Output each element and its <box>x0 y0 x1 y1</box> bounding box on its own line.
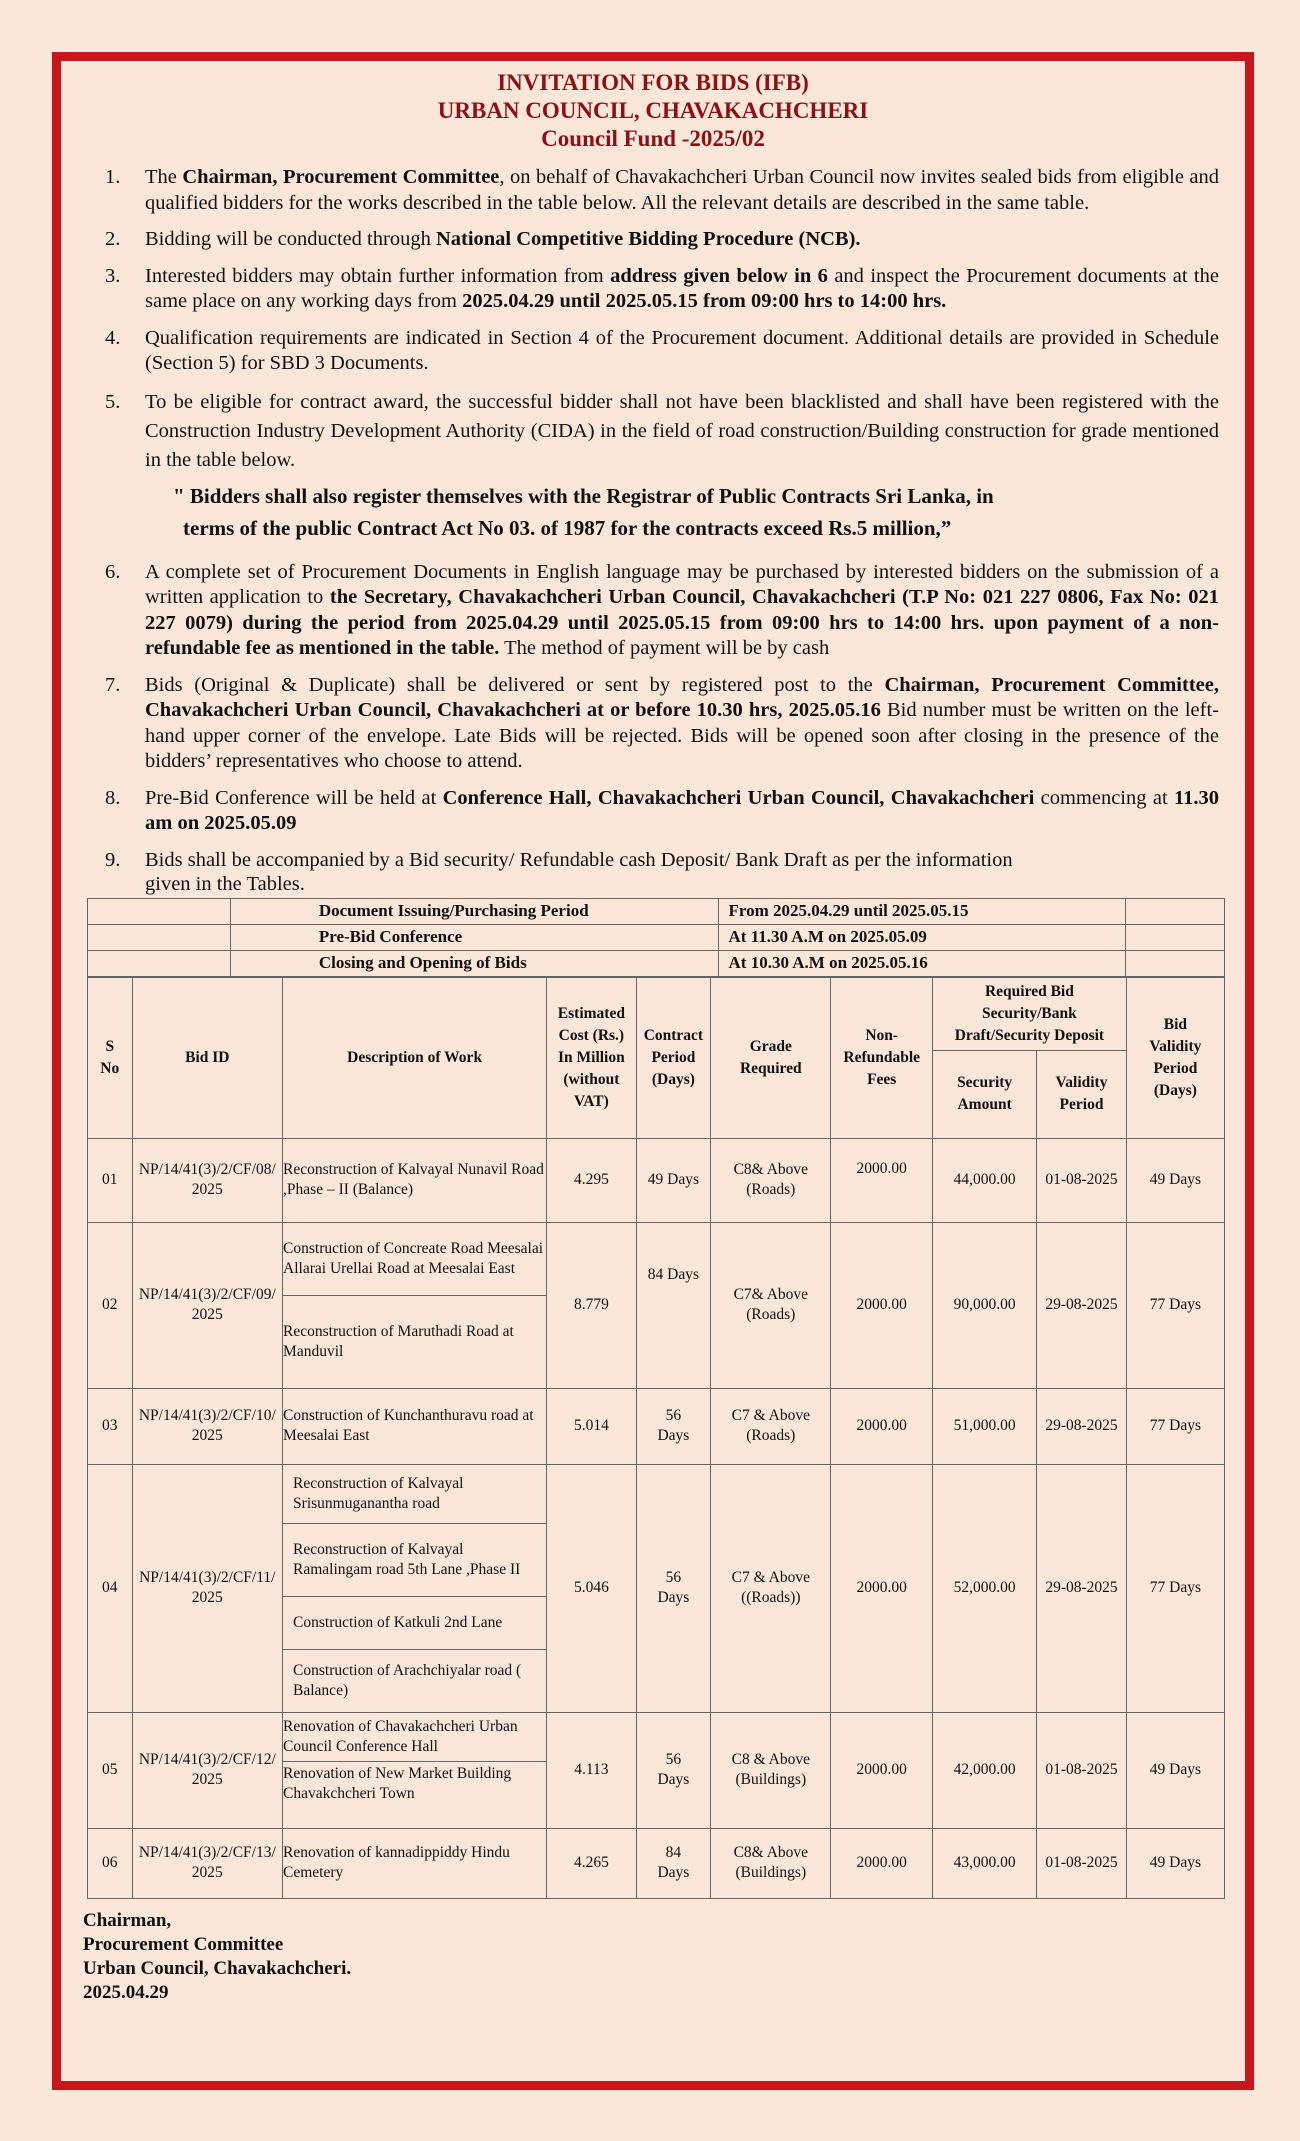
paragraph-number: 9. <box>105 848 121 871</box>
schedule-value: At 11.30 A.M on 2025.05.09 <box>718 924 1126 950</box>
cell-bid-id: NP/14/41(3)/2/CF/08/ 2025 <box>132 1138 282 1222</box>
paragraph-number: 5. <box>105 390 121 413</box>
blank-cell <box>1126 950 1225 976</box>
text-run-bold: Chairman, Procurement Committee <box>182 166 500 188</box>
paragraph-number: 1. <box>105 166 121 188</box>
work-item: Construction of Arachchiyalar road ( Balance) <box>293 1661 522 1699</box>
work-item: Reconstruction of Maruthadi Road at Manduvil <box>283 1322 514 1360</box>
work-item: Reconstruction of Kalvayal Srisunmuganantha road <box>283 1465 546 1524</box>
cell-validity: 01-08-2025 <box>1037 1712 1127 1828</box>
text-run: A complete set of Procurement Documents in English language may be purchased by interested bidders on the submission of a written application to <box>145 560 1219 608</box>
schedule-row <box>88 898 1225 924</box>
cell-bid-validity: 49 Days <box>1126 1828 1224 1898</box>
cell-fees: 2000.00 <box>831 1464 933 1712</box>
cell-period: 84 Days <box>636 1222 711 1388</box>
work-item: Reconstruction of Kalvayal Ramalingam road 5th Lane ,Phase II <box>283 1524 546 1597</box>
paragraph-6 <box>105 560 1219 662</box>
text-run: Bidding will be conducted through <box>145 228 436 250</box>
text-run: Pre-Bid Conference will be held at <box>145 786 443 809</box>
text-run: , on behalf of Chavakachcheri Urban Council now invites sealed bids from eligible and qualified bidders for the works described in the table below. All the relevant details are described in the same table. <box>145 166 1219 214</box>
cell-bid-id: NP/14/41(3)/2/CF/12/ 2025 <box>132 1712 282 1828</box>
cell-validity: 01-08-2025 <box>1037 1828 1127 1898</box>
cell-bid-id: NP/14/41(3)/2/CF/10/ 2025 <box>132 1388 282 1464</box>
paragraph-text: To be eligible for contract award, the successful bidder shall not have been blacklisted and shall have been registered with the Construction Industry Development Authority (CIDA) in the field of road construction/Building construction for grade mentioned in the table below. <box>145 390 1219 471</box>
schedule-row <box>88 950 1225 976</box>
table-row <box>88 1138 1225 1222</box>
cell-bid-validity: 49 Days <box>1126 1712 1224 1828</box>
header-period: Contract Period (Days) <box>636 977 711 1138</box>
cell-sno: 02 <box>88 1222 133 1388</box>
blank-cell <box>88 924 231 950</box>
header-security-amount: Security Amount <box>933 1050 1037 1138</box>
cell-grade: C7 & Above (Roads) <box>711 1388 831 1464</box>
header-grade: Grade Required <box>711 977 831 1138</box>
schedule-label: Pre-Bid Conference <box>230 924 718 950</box>
registration-quote <box>173 480 1219 544</box>
signature-block <box>83 1909 1245 2005</box>
work-item: Renovation of Chavakachcheri Urban Council Conference Hall <box>283 1713 546 1762</box>
table-row <box>88 1388 1225 1464</box>
cell-period: 49 Days <box>636 1138 711 1222</box>
cell-security: 44,000.00 <box>933 1138 1037 1222</box>
table-row <box>88 1464 1225 1712</box>
header-description: Description of Work <box>283 977 547 1138</box>
notice-paragraphs <box>105 165 1219 896</box>
work-item: Renovation of kannadippiddy Hindu Cemetery <box>283 1844 510 1881</box>
work-item: Construction of Concreate Road Meesalai Allarai Urellai Road at Meesalai East <box>283 1223 546 1296</box>
cell-description <box>283 1138 547 1222</box>
paragraph-text <box>145 165 1219 216</box>
paragraph-text <box>145 786 1219 837</box>
paragraph-1 <box>105 165 1219 216</box>
paragraph-text <box>145 227 1219 253</box>
cell-security: 52,000.00 <box>933 1464 1037 1712</box>
text-run: Interested bidders may obtain further information from <box>145 264 611 287</box>
cell-fees: 2000.00 <box>831 1222 933 1388</box>
cell-fees: 2000.00 <box>831 1138 933 1222</box>
cell-description <box>283 1222 547 1388</box>
signature-line: Chairman, <box>83 1909 172 1931</box>
paragraph-text <box>145 673 1219 775</box>
paragraph-8 <box>105 786 1219 837</box>
quote-line: " Bidders shall also register themselves with the Registrar of Public Contracts Sri Lanka, in <box>173 483 994 508</box>
header-title: INVITATION FOR BIDS (IFB) <box>497 70 809 95</box>
table-header-row <box>88 977 1225 1050</box>
signature-line: Urban Council, Chavakachcheri. <box>83 1957 352 1979</box>
cell-estimate: 4.265 <box>547 1828 636 1898</box>
bids-table <box>87 977 1225 1899</box>
work-item: Renovation of New Market Building Chavakchcheri Town <box>283 1764 512 1802</box>
paragraph-text: Qualification requirements are indicated in Section 4 of the Procurement document. Additional details are provided in Schedule (Section 5) for SBD 3 Documents. <box>145 326 1219 374</box>
cell-grade: C8 & Above (Buildings) <box>711 1712 831 1828</box>
paragraph-7 <box>105 673 1219 775</box>
cell-sno: 04 <box>88 1464 133 1712</box>
paragraph-number: 3. <box>105 264 121 287</box>
cell-sno: 03 <box>88 1388 133 1464</box>
text-run: The <box>145 166 183 188</box>
schedule-value: At 10.30 A.M on 2025.05.16 <box>718 950 1126 976</box>
notice-header <box>61 69 1245 153</box>
header-sno: S No <box>88 977 133 1138</box>
header-security-group: Required Bid Security/Bank Draft/Security Deposit <box>933 977 1127 1050</box>
cell-security: 90,000.00 <box>933 1222 1037 1388</box>
text-run-bold: 11.30 am on 2025.05.09 <box>145 786 1219 834</box>
header-fees: Non-Refundable Fees <box>831 977 933 1138</box>
cell-fees: 2000.00 <box>831 1828 933 1898</box>
paragraph-text <box>145 560 1219 662</box>
cell-validity: 01-08-2025 <box>1037 1138 1127 1222</box>
text-run: and inspect the Procurement documents at the same place on any working days from <box>145 264 1219 312</box>
paragraph-number: 4. <box>105 326 121 349</box>
cell-sno: 06 <box>88 1828 133 1898</box>
text-run-bold: National Competitive Bidding Procedure (NCB). <box>435 228 861 250</box>
text-run: The method of payment will be by cash <box>499 637 830 659</box>
paragraph-9 <box>105 848 1219 896</box>
cell-security: 51,000.00 <box>933 1388 1037 1464</box>
paragraph-5 <box>105 388 1219 475</box>
text-run: Bid number must be written on the left-hand upper corner of the envelope. Late Bids will be rejected. Bids will be opened soon after closing in the presence of the bidders’ representatives who choose to attend. <box>145 699 1219 772</box>
table-row <box>88 1222 1225 1388</box>
cell-estimate: 8.779 <box>547 1222 636 1388</box>
cell-description <box>283 1464 547 1712</box>
cell-description <box>283 1828 547 1898</box>
header-bid-id: Bid ID <box>132 977 282 1138</box>
cell-grade: C8& Above (Roads) <box>711 1138 831 1222</box>
schedule-row <box>88 924 1225 950</box>
signature-line: Procurement Committee <box>83 1933 284 1955</box>
schedule-label: Document Issuing/Purchasing Period <box>230 898 718 924</box>
cell-validity: 29-08-2025 <box>1037 1222 1127 1388</box>
text-run: Bids (Original & Duplicate) shall be delivered or sent by registered post to the <box>145 673 885 696</box>
header-council: URBAN COUNCIL, CHAVAKACHCHERI <box>437 98 869 123</box>
paragraph-2 <box>105 227 1219 253</box>
cell-validity: 29-08-2025 <box>1037 1464 1127 1712</box>
cell-bid-id: NP/14/41(3)/2/CF/13/ 2025 <box>132 1828 282 1898</box>
cell-security: 43,000.00 <box>933 1828 1037 1898</box>
cell-period: 56 Days <box>636 1388 711 1464</box>
text-run-bold: the Secretary, Chavakachcheri Urban Council, Chavakachcheri (T.P No: 021 227 0806, Fax No: 021 227 0079) during the period from 2025.04.29 until 2025.05.15 from 09:00 hrs to 14:00 hrs. upon payment of a non-refundable fee as mentioned in the table. <box>145 586 1219 659</box>
text-run: commencing at <box>1034 786 1174 809</box>
header-validity-period: Validity Period <box>1037 1050 1127 1138</box>
cell-estimate: 5.014 <box>547 1388 636 1464</box>
blank-cell <box>88 950 231 976</box>
cell-grade: C7& Above (Roads) <box>711 1222 831 1388</box>
cell-bid-id: NP/14/41(3)/2/CF/09/ 2025 <box>132 1222 282 1388</box>
header-bid-validity: Bid Validity Period (Days) <box>1126 977 1224 1138</box>
cell-estimate: 4.295 <box>547 1138 636 1222</box>
header-estimate: Estimated Cost (Rs.) In Million (without VAT) <box>547 977 636 1138</box>
schedule-label: Closing and Opening of Bids <box>230 950 718 976</box>
notice-frame <box>52 52 1254 2090</box>
paragraph-4 <box>105 326 1219 377</box>
cell-bid-validity: 77 Days <box>1126 1464 1224 1712</box>
cell-validity: 29-08-2025 <box>1037 1388 1127 1464</box>
signature-date: 2025.04.29 <box>83 1981 169 2003</box>
work-item: Construction of Kunchanthuravu road at Meesalai East <box>283 1407 534 1444</box>
text-run-bold: Chairman, Procurement Committee, Chavakachcheri Urban Council, Chavakachcheri at or before 10.30 hrs, 2025.05.16 <box>145 673 1219 721</box>
table-row <box>88 1828 1225 1898</box>
cell-grade: C8& Above (Buildings) <box>711 1828 831 1898</box>
cell-sno: 01 <box>88 1138 133 1222</box>
cell-description <box>283 1388 547 1464</box>
paragraph-text: Bids shall be accompanied by a Bid security/ Refundable cash Deposit/ Bank Draft as per the information given in the Tables. <box>145 848 1013 895</box>
cell-grade: C7 & Above ((Roads)) <box>711 1464 831 1712</box>
paragraph-number: 6. <box>105 560 121 583</box>
cell-estimate: 5.046 <box>547 1464 636 1712</box>
cell-period: 56 Days <box>636 1464 711 1712</box>
paragraph-number: 7. <box>105 673 121 696</box>
cell-description <box>283 1712 547 1828</box>
work-item: Construction of Katkuli 2nd Lane <box>283 1597 546 1650</box>
cell-bid-validity: 49 Days <box>1126 1138 1224 1222</box>
cell-bid-id: NP/14/41(3)/2/CF/11/ 2025 <box>132 1464 282 1712</box>
cell-sno: 05 <box>88 1712 133 1828</box>
cell-fees: 2000.00 <box>831 1388 933 1464</box>
quote-line: terms of the public Contract Act No 03. of 1987 for the contracts exceed Rs.5 million,” <box>183 515 952 540</box>
blank-cell <box>1126 924 1225 950</box>
cell-period: 84 Days <box>636 1828 711 1898</box>
text-run-bold: Conference Hall, Chavakachcheri Urban Council, Chavakachcheri <box>442 786 1035 809</box>
cell-bid-validity: 77 Days <box>1126 1388 1224 1464</box>
schedule-value: From 2025.04.29 until 2025.05.15 <box>718 898 1126 924</box>
work-item: Reconstruction of Kalvayal Nunavil Road ,Phase – II (Balance) <box>283 1161 544 1198</box>
paragraph-number: 2. <box>105 228 121 250</box>
cell-estimate: 4.113 <box>547 1712 636 1828</box>
schedule-table <box>87 898 1225 977</box>
cell-period: 56 Days <box>636 1712 711 1828</box>
header-fund: Council Fund -2025/02 <box>541 126 765 151</box>
blank-cell <box>88 898 231 924</box>
cell-fees: 2000.00 <box>831 1712 933 1828</box>
paragraph-number: 8. <box>105 786 121 809</box>
table-row <box>88 1712 1225 1828</box>
blank-cell <box>1126 898 1225 924</box>
paragraph-3 <box>105 264 1219 315</box>
text-run-bold: 2025.04.29 until 2025.05.15 from 09:00 hrs to 14:00 hrs. <box>462 290 947 312</box>
paragraph-text <box>145 264 1219 315</box>
cell-security: 42,000.00 <box>933 1712 1037 1828</box>
cell-bid-validity: 77 Days <box>1126 1222 1224 1388</box>
text-run-bold: address given below in 6 <box>610 264 828 287</box>
